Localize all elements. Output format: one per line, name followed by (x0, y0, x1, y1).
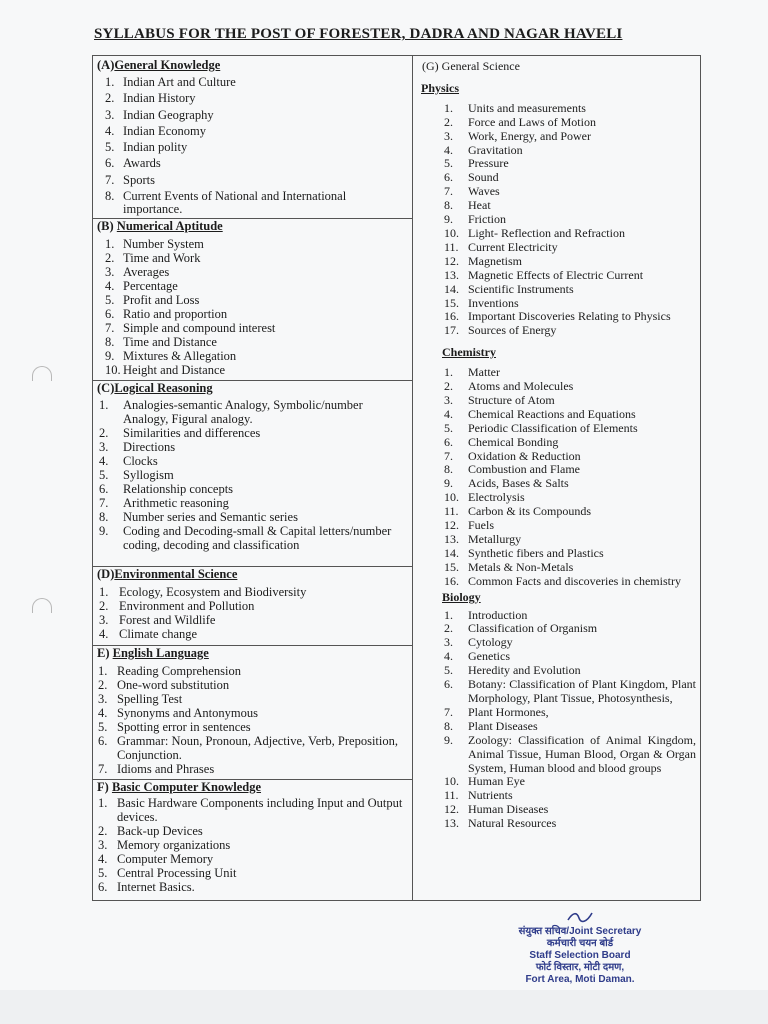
list-item: 4. Chemical Reactions and Equations (444, 406, 636, 421)
list-item: 13. Natural Resources (444, 816, 557, 831)
list-item: 2. Time and Work (105, 251, 201, 265)
list-item: 6. Awards (105, 156, 161, 171)
list-item: 7. Arithmetic reasoning (99, 496, 229, 510)
list-item: 4. Climate change (99, 627, 198, 641)
section-heading: E) English Language (97, 646, 209, 660)
section-basic-computer-knowledge (97, 780, 407, 894)
topic-list (416, 102, 696, 338)
topic-list (97, 796, 407, 894)
list-item: 6. Grammar: Noun, Pronoun, Adjective, Verb, Preposition, Conjunction. (98, 734, 398, 762)
list-item: 5. Syllogism (99, 468, 174, 482)
list-item: 6. Botany: Classification of Plant Kingdom, Plant Morphology, Plant Tissue, Photosynthesis, (444, 677, 696, 705)
topic-list (416, 609, 696, 832)
punch-hole-bottom (32, 598, 52, 613)
list-item: 15. Metals & Non-Metals (444, 559, 574, 574)
list-item: 2. Atoms and Molecules (444, 379, 574, 394)
list-item: 8. Combustion and Flame (444, 462, 580, 477)
subsection-heading-biology: Biology (442, 589, 481, 604)
section-heading: F) Basic Computer Knowledge (97, 780, 262, 794)
subsection-heading-physics: Physics (421, 80, 460, 95)
list-item: 5. Heredity and Evolution (444, 663, 581, 678)
section-general-science (416, 60, 696, 831)
list-item: 17. Sources of Energy (444, 323, 557, 338)
official-stamp (500, 910, 660, 985)
topic-list (416, 366, 696, 589)
list-item: 16. Important Discoveries Relating to Physics (444, 309, 671, 324)
list-item: 12. Magnetism (444, 253, 522, 268)
section-heading: (B) Numerical Aptitude (97, 219, 223, 233)
list-item: 3. Averages (105, 265, 170, 279)
list-item: 16. Common Facts and discoveries in chemistry (444, 573, 681, 588)
list-item: 3. Work, Energy, and Power (444, 128, 592, 143)
topic-list (97, 74, 407, 216)
stamp-board-hindi: कर्मचारी चयन बोर्ड (546, 938, 614, 949)
section-heading: (A)General Knowledge (97, 58, 221, 72)
list-item: 1. Reading Comprehension (98, 664, 241, 678)
list-item: 5. Periodic Classification of Elements (444, 420, 638, 435)
list-item: 11. Nutrients (444, 788, 513, 803)
list-item: 6. Sound (444, 170, 499, 185)
list-item: 11. Current Electricity (444, 239, 558, 254)
list-item: 1. Indian Art and Culture (105, 75, 236, 89)
stamp-address-english: Fort Area, Moti Daman. (525, 974, 635, 985)
list-item: 2. Indian History (105, 91, 196, 106)
list-item: 3. Cytology (444, 635, 513, 650)
list-item: 8. Heat (444, 198, 491, 213)
topic-list (97, 664, 407, 776)
list-item: 11. Carbon & its Compounds (444, 504, 592, 519)
list-item: 4. Gravitation (444, 142, 523, 157)
list-item: 1. Ecology, Ecosystem and Biodiversity (99, 585, 307, 599)
list-item: 2. Force and Laws of Motion (444, 114, 596, 129)
list-item: 4. Genetics (444, 649, 510, 664)
signature-mark (500, 910, 660, 926)
stamp-designation: संयुक्त सचिव/Joint Secretary (518, 926, 642, 937)
list-item: 4. Indian Economy (105, 123, 206, 138)
list-item: 9. Friction (444, 212, 506, 227)
stamp-board-english: Staff Selection Board (529, 950, 631, 961)
list-item: 3. Memory organizations (98, 838, 231, 852)
list-item: 10. Light- Reflection and Refraction (444, 225, 625, 240)
list-item: 3. Forest and Wildlife (99, 613, 216, 627)
list-item: 3. Structure of Atom (444, 392, 555, 407)
list-item: 3. Indian Geography (105, 107, 214, 122)
list-item: 2. Back-up Devices (98, 824, 203, 838)
list-item: 9. Coding and Decoding-small & Capital letters/number coding, decoding and classification (99, 524, 392, 552)
section-logical-reasoning (97, 381, 407, 552)
list-item: 12. Human Diseases (444, 802, 549, 817)
list-item: 13. Metallurgy (444, 532, 522, 546)
list-item: 1. Analogies-semantic Analogy, Symbolic/number Analogy, Figural analogy. (99, 398, 363, 426)
list-item: 8. Time and Distance (105, 335, 217, 349)
list-item: 15. Inventions (444, 295, 519, 310)
list-item: 7. Idioms and Phrases (98, 762, 215, 776)
section-environmental-science (97, 567, 407, 641)
section-general-knowledge (97, 58, 407, 216)
list-item: 8. Current Events of National and International importance. (105, 189, 347, 217)
list-item: 1. Introduction (444, 607, 528, 622)
stamp-address-hindi: फोर्ट विस्तार, मोटी दमण, (535, 962, 625, 973)
topic-list (97, 237, 407, 377)
list-item: 14. Synthetic fibers and Plastics (444, 545, 604, 560)
list-item: 9. Acids, Bases & Salts (444, 476, 569, 491)
list-item: 4. Percentage (105, 279, 178, 293)
section-english-language (97, 646, 407, 776)
list-item: 12. Fuels (444, 518, 495, 533)
list-item: 4. Computer Memory (98, 852, 214, 866)
topic-list (97, 398, 407, 552)
section-heading: (D)Environmental Science (97, 567, 238, 581)
list-item: 9. Zoology: Classification of Animal Kingdom, Animal Tissue, Human Blood, Organ & Organ System, Human blood and blood groups (444, 732, 696, 775)
list-item: 8. Plant Diseases (444, 718, 538, 733)
list-item: 6. Chemical Bonding (444, 434, 559, 449)
topic-list (97, 585, 407, 641)
list-item: 4. Clocks (99, 454, 158, 468)
punch-hole-top (32, 366, 52, 381)
list-item: 5. Profit and Loss (105, 293, 200, 307)
list-item: 7. Plant Hormones, (444, 704, 549, 719)
list-item: 10. Electrolysis (444, 490, 525, 505)
list-item: 8. Number series and Semantic series (99, 510, 298, 524)
list-item: 13. Magnetic Effects of Electric Current (444, 267, 644, 282)
list-item: 14. Scientific Instruments (444, 281, 574, 296)
section-heading: (G) General Science (422, 59, 520, 73)
list-item: 5. Pressure (444, 156, 509, 171)
list-item: 7. Waves (444, 184, 500, 199)
list-item: 10. Human Eye (444, 774, 525, 789)
list-item: 1. Number System (105, 237, 204, 251)
list-item: 1. Units and measurements (444, 100, 586, 115)
subsection-heading-chemistry: Chemistry (442, 345, 496, 360)
list-item: 5. Indian polity (105, 140, 188, 155)
list-item: 7. Simple and compound interest (105, 321, 276, 335)
list-item: 6. Relationship concepts (99, 482, 234, 496)
list-item: 6. Ratio and proportion (105, 307, 228, 321)
section-numerical-aptitude (97, 219, 407, 377)
list-item: 2. Environment and Pollution (99, 599, 255, 613)
list-item: 4. Synonyms and Antonymous (98, 706, 258, 720)
list-item: 5. Spotting error in sentences (98, 720, 251, 734)
document-title: SYLLABUS FOR THE POST OF FORESTER, DADRA AND NAGAR HAVELI (94, 26, 623, 42)
section-heading: (C)Logical Reasoning (97, 381, 213, 395)
list-item: 1. Basic Hardware Components including Input and Output devices. (98, 796, 403, 824)
list-item: 5. Central Processing Unit (98, 866, 237, 880)
list-item: 9. Mixtures & Allegation (105, 349, 237, 363)
list-item: 6. Internet Basics. (98, 880, 195, 894)
list-item: 1. Matter (444, 365, 500, 380)
list-item: 2. Similarities and differences (99, 426, 261, 440)
list-item: 3. Directions (99, 440, 176, 454)
list-item: 3. Spelling Test (98, 692, 183, 706)
column-divider (412, 55, 413, 901)
list-item: 2. One-word substitution (98, 678, 230, 692)
list-item: 10. Height and Distance (105, 363, 226, 377)
list-item: 7. Sports (105, 172, 155, 187)
list-item: 2. Classification of Organism (444, 621, 598, 636)
list-item: 7. Oxidation & Reduction (444, 448, 581, 463)
